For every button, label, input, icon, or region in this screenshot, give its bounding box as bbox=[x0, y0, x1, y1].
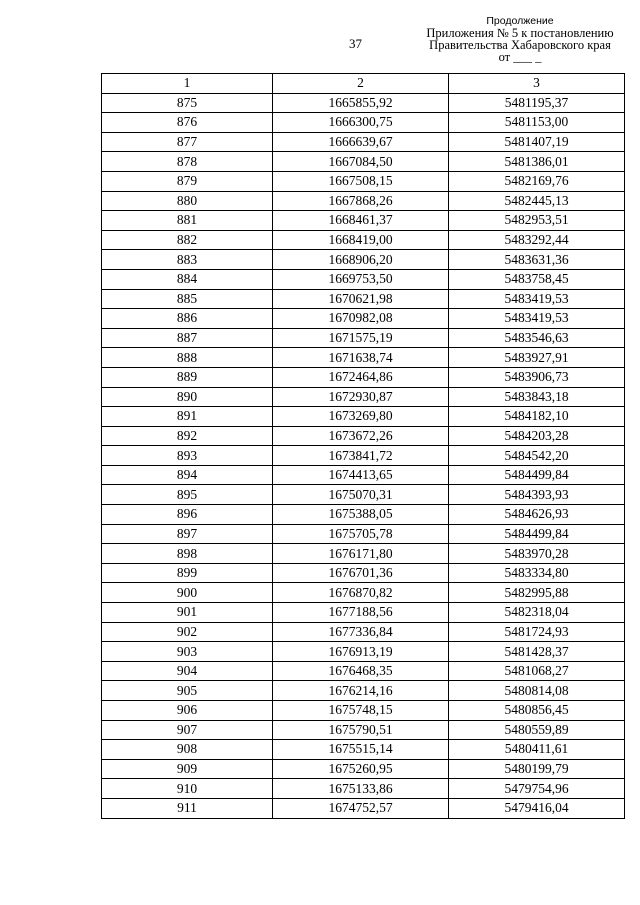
point-number-cell: 876 bbox=[102, 113, 273, 133]
table-row bbox=[102, 132, 625, 152]
table-row bbox=[102, 171, 625, 191]
point-number-cell: 883 bbox=[102, 250, 273, 270]
y-coordinate-cell: 5480199,79 bbox=[449, 759, 625, 779]
y-coordinate-cell: 5484203,28 bbox=[449, 426, 625, 446]
x-coordinate-cell: 1668461,37 bbox=[273, 211, 449, 231]
point-number-cell: 900 bbox=[102, 583, 273, 603]
table-row bbox=[102, 563, 625, 583]
y-coordinate-cell: 5480411,61 bbox=[449, 740, 625, 760]
continuation-label: Продолжение bbox=[486, 15, 554, 27]
x-coordinate-cell: 1665855,92 bbox=[273, 93, 449, 113]
decree-date: от ___ _ bbox=[498, 50, 542, 64]
x-coordinate-cell: 1674413,65 bbox=[273, 465, 449, 485]
point-number-cell: 888 bbox=[102, 348, 273, 368]
y-coordinate-cell: 5479754,96 bbox=[449, 779, 625, 799]
table-row bbox=[102, 328, 625, 348]
table-row bbox=[102, 407, 625, 427]
y-coordinate-cell: 5483292,44 bbox=[449, 230, 625, 250]
y-coordinate-cell: 5483758,45 bbox=[449, 269, 625, 289]
table-row bbox=[102, 485, 625, 505]
point-number-cell: 907 bbox=[102, 720, 273, 740]
table-row bbox=[102, 93, 625, 113]
y-coordinate-cell: 5483546,63 bbox=[449, 328, 625, 348]
y-coordinate-cell: 5483419,53 bbox=[449, 309, 625, 329]
y-coordinate-cell: 5480856,45 bbox=[449, 701, 625, 721]
table-row bbox=[102, 250, 625, 270]
x-coordinate-cell: 1676701,36 bbox=[273, 563, 449, 583]
x-coordinate-cell: 1674752,57 bbox=[273, 798, 449, 818]
point-number-cell: 875 bbox=[102, 93, 273, 113]
point-number-cell: 877 bbox=[102, 132, 273, 152]
point-number-cell: 885 bbox=[102, 289, 273, 309]
point-number-cell: 889 bbox=[102, 367, 273, 387]
point-number-cell: 910 bbox=[102, 779, 273, 799]
table-body bbox=[102, 93, 625, 818]
point-number-cell: 905 bbox=[102, 681, 273, 701]
x-coordinate-cell: 1667084,50 bbox=[273, 152, 449, 172]
table-row bbox=[102, 309, 625, 329]
point-number-cell: 879 bbox=[102, 171, 273, 191]
table-row bbox=[102, 191, 625, 211]
column-header: 1 bbox=[102, 74, 273, 94]
x-coordinate-cell: 1675070,31 bbox=[273, 485, 449, 505]
x-coordinate-cell: 1667508,15 bbox=[273, 171, 449, 191]
point-number-cell: 903 bbox=[102, 642, 273, 662]
x-coordinate-cell: 1670621,98 bbox=[273, 289, 449, 309]
point-number-cell: 904 bbox=[102, 661, 273, 681]
x-coordinate-cell: 1676913,19 bbox=[273, 642, 449, 662]
table-row bbox=[102, 387, 625, 407]
table-row bbox=[102, 152, 625, 172]
x-coordinate-cell: 1675790,51 bbox=[273, 720, 449, 740]
point-number-cell: 908 bbox=[102, 740, 273, 760]
y-coordinate-cell: 5481428,37 bbox=[449, 642, 625, 662]
table-row bbox=[102, 622, 625, 642]
point-number-cell: 882 bbox=[102, 230, 273, 250]
point-number-cell: 878 bbox=[102, 152, 273, 172]
point-number-cell: 911 bbox=[102, 798, 273, 818]
y-coordinate-cell: 5484542,20 bbox=[449, 446, 625, 466]
table-row bbox=[102, 524, 625, 544]
annex-header bbox=[410, 15, 630, 63]
table-row bbox=[102, 348, 625, 368]
point-number-cell: 906 bbox=[102, 701, 273, 721]
y-coordinate-cell: 5483419,53 bbox=[449, 289, 625, 309]
y-coordinate-cell: 5482445,13 bbox=[449, 191, 625, 211]
annex-reference: Приложения № 5 к постановлению bbox=[426, 26, 614, 40]
y-coordinate-cell: 5479416,04 bbox=[449, 798, 625, 818]
y-coordinate-cell: 5482169,76 bbox=[449, 171, 625, 191]
point-number-cell: 893 bbox=[102, 446, 273, 466]
y-coordinate-cell: 5481407,19 bbox=[449, 132, 625, 152]
point-number-cell: 899 bbox=[102, 563, 273, 583]
table-row bbox=[102, 230, 625, 250]
y-coordinate-cell: 5480559,89 bbox=[449, 720, 625, 740]
x-coordinate-cell: 1670982,08 bbox=[273, 309, 449, 329]
x-coordinate-cell: 1676468,35 bbox=[273, 661, 449, 681]
point-number-cell: 880 bbox=[102, 191, 273, 211]
point-number-cell: 890 bbox=[102, 387, 273, 407]
table-row bbox=[102, 367, 625, 387]
x-coordinate-cell: 1667868,26 bbox=[273, 191, 449, 211]
table-row bbox=[102, 740, 625, 760]
table-row bbox=[102, 211, 625, 231]
table-row bbox=[102, 759, 625, 779]
x-coordinate-cell: 1675388,05 bbox=[273, 505, 449, 525]
table-row bbox=[102, 446, 625, 466]
y-coordinate-cell: 5482318,04 bbox=[449, 603, 625, 623]
page-number: 37 bbox=[349, 36, 362, 51]
x-coordinate-cell: 1672930,87 bbox=[273, 387, 449, 407]
table-row bbox=[102, 583, 625, 603]
point-number-cell: 886 bbox=[102, 309, 273, 329]
table-row bbox=[102, 681, 625, 701]
x-coordinate-cell: 1671638,74 bbox=[273, 348, 449, 368]
y-coordinate-cell: 5483927,91 bbox=[449, 348, 625, 368]
y-coordinate-cell: 5484499,84 bbox=[449, 524, 625, 544]
table-row bbox=[102, 798, 625, 818]
x-coordinate-cell: 1675748,15 bbox=[273, 701, 449, 721]
y-coordinate-cell: 5480814,08 bbox=[449, 681, 625, 701]
x-coordinate-cell: 1675133,86 bbox=[273, 779, 449, 799]
x-coordinate-cell: 1675705,78 bbox=[273, 524, 449, 544]
y-coordinate-cell: 5483906,73 bbox=[449, 367, 625, 387]
table-row bbox=[102, 720, 625, 740]
y-coordinate-cell: 5481068,27 bbox=[449, 661, 625, 681]
point-number-cell: 894 bbox=[102, 465, 273, 485]
government-name: Правительства Хабаровского края bbox=[429, 38, 611, 52]
y-coordinate-cell: 5483631,36 bbox=[449, 250, 625, 270]
y-coordinate-cell: 5481153,00 bbox=[449, 113, 625, 133]
x-coordinate-cell: 1676171,80 bbox=[273, 544, 449, 564]
table-row bbox=[102, 779, 625, 799]
table-row bbox=[102, 701, 625, 721]
x-coordinate-cell: 1675260,95 bbox=[273, 759, 449, 779]
point-number-cell: 887 bbox=[102, 328, 273, 348]
point-number-cell: 909 bbox=[102, 759, 273, 779]
point-number-cell: 896 bbox=[102, 505, 273, 525]
y-coordinate-cell: 5482953,51 bbox=[449, 211, 625, 231]
table-header-row bbox=[102, 74, 625, 94]
x-coordinate-cell: 1676870,82 bbox=[273, 583, 449, 603]
table-row bbox=[102, 505, 625, 525]
y-coordinate-cell: 5484499,84 bbox=[449, 465, 625, 485]
y-coordinate-cell: 5484626,93 bbox=[449, 505, 625, 525]
y-coordinate-cell: 5481724,93 bbox=[449, 622, 625, 642]
y-coordinate-cell: 5484393,93 bbox=[449, 485, 625, 505]
x-coordinate-cell: 1673841,72 bbox=[273, 446, 449, 466]
x-coordinate-cell: 1677336,84 bbox=[273, 622, 449, 642]
point-number-cell: 895 bbox=[102, 485, 273, 505]
point-number-cell: 892 bbox=[102, 426, 273, 446]
column-header: 2 bbox=[273, 74, 449, 94]
point-number-cell: 884 bbox=[102, 269, 273, 289]
table-row bbox=[102, 642, 625, 662]
table-row bbox=[102, 269, 625, 289]
table-row bbox=[102, 603, 625, 623]
table-row bbox=[102, 289, 625, 309]
point-number-cell: 901 bbox=[102, 603, 273, 623]
point-number-cell: 881 bbox=[102, 211, 273, 231]
x-coordinate-cell: 1669753,50 bbox=[273, 269, 449, 289]
y-coordinate-cell: 5483970,28 bbox=[449, 544, 625, 564]
y-coordinate-cell: 5481195,37 bbox=[449, 93, 625, 113]
y-coordinate-cell: 5484182,10 bbox=[449, 407, 625, 427]
table-row bbox=[102, 544, 625, 564]
table-row bbox=[102, 661, 625, 681]
x-coordinate-cell: 1666639,67 bbox=[273, 132, 449, 152]
table-row bbox=[102, 426, 625, 446]
x-coordinate-cell: 1673269,80 bbox=[273, 407, 449, 427]
point-number-cell: 898 bbox=[102, 544, 273, 564]
x-coordinate-cell: 1673672,26 bbox=[273, 426, 449, 446]
y-coordinate-cell: 5482995,88 bbox=[449, 583, 625, 603]
x-coordinate-cell: 1668419,00 bbox=[273, 230, 449, 250]
x-coordinate-cell: 1671575,19 bbox=[273, 328, 449, 348]
x-coordinate-cell: 1675515,14 bbox=[273, 740, 449, 760]
y-coordinate-cell: 5483843,18 bbox=[449, 387, 625, 407]
x-coordinate-cell: 1672464,86 bbox=[273, 367, 449, 387]
x-coordinate-cell: 1666300,75 bbox=[273, 113, 449, 133]
x-coordinate-cell: 1677188,56 bbox=[273, 603, 449, 623]
y-coordinate-cell: 5483334,80 bbox=[449, 563, 625, 583]
table-row bbox=[102, 465, 625, 485]
column-header: 3 bbox=[449, 74, 625, 94]
point-number-cell: 902 bbox=[102, 622, 273, 642]
x-coordinate-cell: 1676214,16 bbox=[273, 681, 449, 701]
point-number-cell: 897 bbox=[102, 524, 273, 544]
coordinates-table bbox=[101, 73, 625, 819]
table-row bbox=[102, 113, 625, 133]
x-coordinate-cell: 1668906,20 bbox=[273, 250, 449, 270]
y-coordinate-cell: 5481386,01 bbox=[449, 152, 625, 172]
point-number-cell: 891 bbox=[102, 407, 273, 427]
